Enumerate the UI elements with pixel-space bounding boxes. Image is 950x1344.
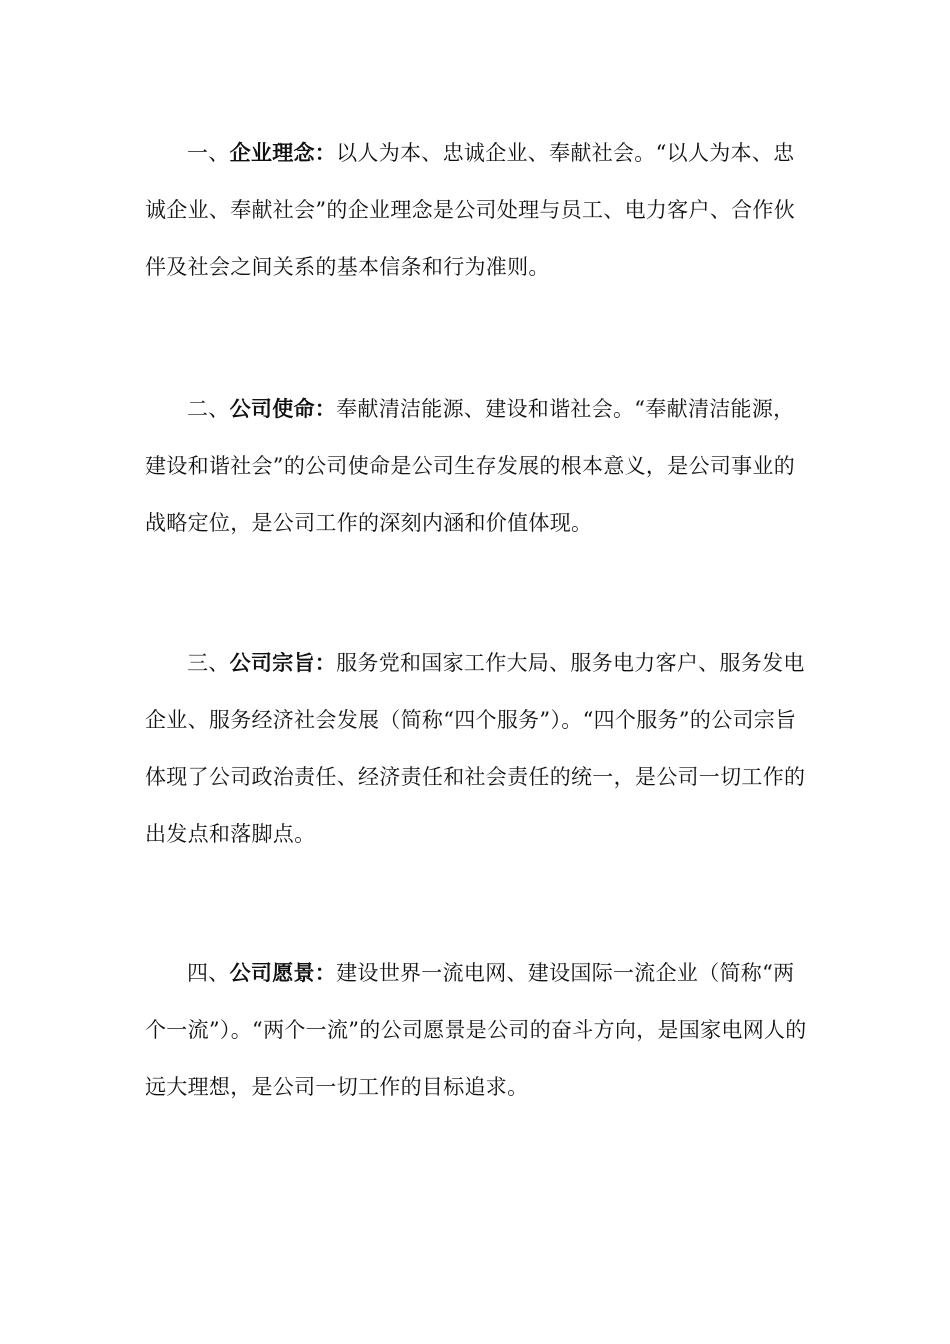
section-body: 建设世界一流电网、建设国际一流企业（简称“两个一流”）。“两个一流”的公司愿景是公司的奋斗方向，是国家电网人的远大理想，是公司一切工作的目标追求。 <box>145 961 807 1099</box>
section-heading: 企业理念： <box>229 140 337 165</box>
section-heading: 公司使命： <box>229 396 337 421</box>
section-number: 三、 <box>187 651 230 675</box>
section-enterprise-philosophy <box>145 124 815 296</box>
section-body: 奉献清洁能源、建设和谐社会。“奉献清洁能源，建设和谐社会”的公司使命是公司生存发展的根本意义，是公司事业的战略定位，是公司工作的深刻内涵和价值体现。 <box>145 397 796 535</box>
section-body: 以人为本、忠诚企业、奉献社会。“以人为本、忠诚企业、奉献社会”的企业理念是公司处理与员工、电力客户、合作伙伴及社会之间关系的基本信条和行为准则。 <box>145 141 796 279</box>
section-heading: 公司宗旨： <box>229 650 337 675</box>
section-number: 二、 <box>187 397 230 421</box>
section-body: 服务党和国家工作大局、服务电力客户、服务发电企业、服务经济社会发展（简称“四个服务”）。“四个服务”的公司宗旨体现了公司政治责任、经济责任和社会责任的统一，是公司一切工作的出发点和落脚点。 <box>145 651 806 846</box>
section-company-mission <box>145 380 815 552</box>
section-heading: 公司愿景： <box>229 960 337 985</box>
section-number: 四、 <box>187 961 230 985</box>
section-company-purpose <box>145 634 815 863</box>
section-number: 一、 <box>187 141 230 165</box>
section-company-vision <box>145 944 815 1116</box>
